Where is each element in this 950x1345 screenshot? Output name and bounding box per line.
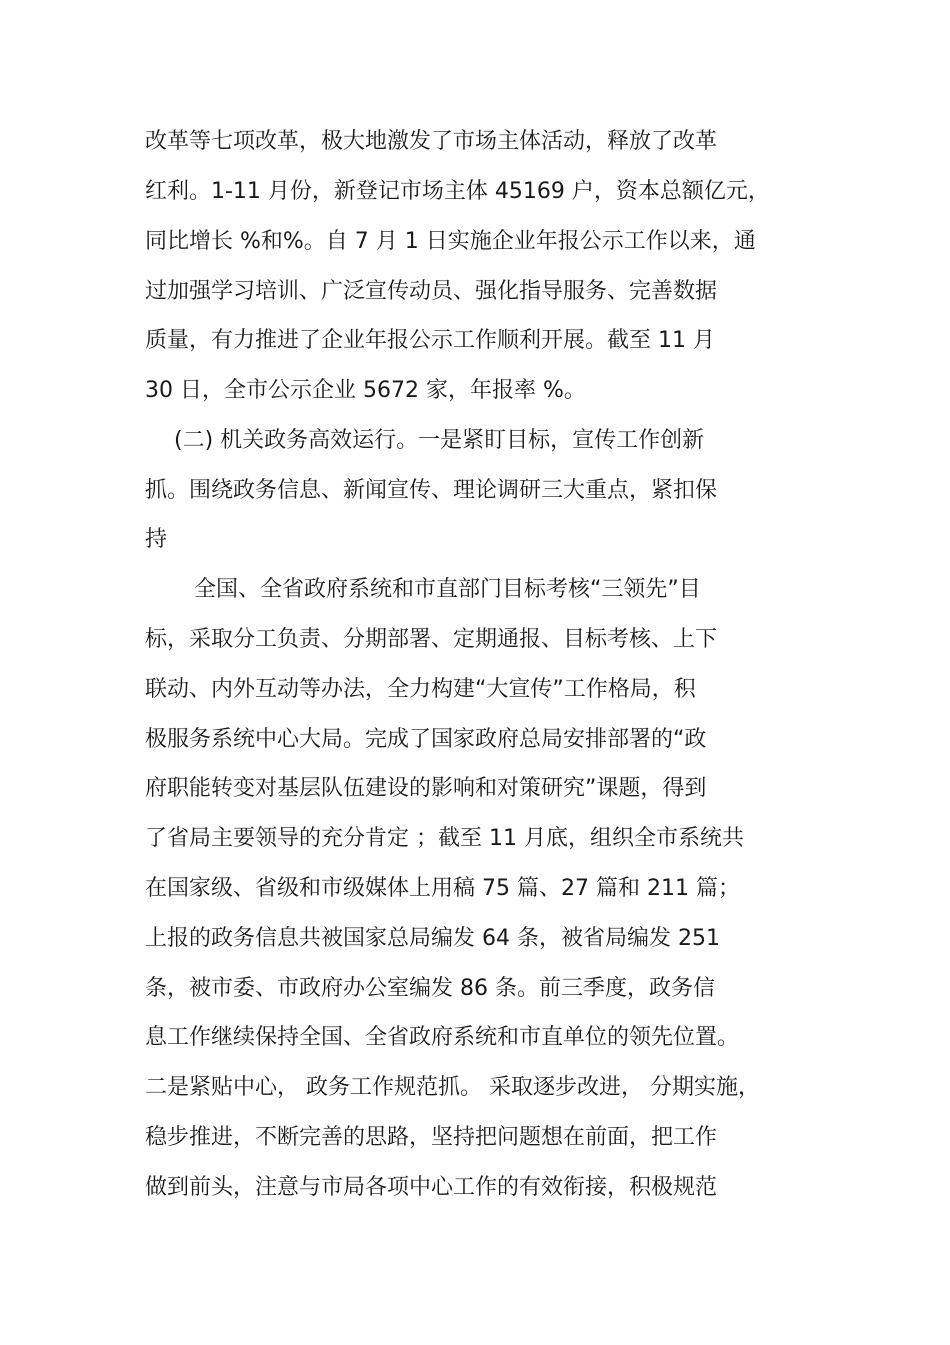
- text-line: 持: [145, 527, 168, 552]
- text-line: 改革等七项改革，极大地激发了市场主体活动，释放了改革: [145, 129, 718, 154]
- text-line: 抓。围绕政务信息、新闻宣传、理论调研三大重点，紧扣保: [145, 478, 718, 503]
- text-line: 府职能转变对基层队伍建设的影响和对策研究”课题，得到: [145, 776, 707, 801]
- text-line: 息工作继续保持全国、全省政府系统和市直单位的领先位置。: [145, 1025, 740, 1050]
- text-line: 同比增长 %和%。自 7 月 1 日实施企业年报公示工作以来，通: [145, 229, 756, 254]
- section-heading-line: (二) 机关政务高效运行。一是紧盯目标，宣传工作创新: [174, 428, 705, 453]
- text-line: 条，被市委、市政府办公室编发 86 条。前三季度，政务信: [145, 976, 715, 1001]
- text-line: 质量，有力推进了企业年报公示工作顺利开展。截至 11 月: [145, 328, 715, 353]
- text-line: 红利。1-11 月份，新登记市场主体 45169 户，资本总额亿元，: [145, 179, 770, 204]
- text-line: 做到前头，注意与市局各项中心工作的有效衔接，积极规范: [145, 1175, 718, 1200]
- text-line: 极服务系统中心大局。完成了国家政府总局安排部署的“政: [145, 727, 707, 752]
- text-line: 了省局主要领导的充分肯定 ；截至 11 月底，组织全市系统共: [145, 826, 744, 851]
- text-line: 在国家级、省级和市级媒体上用稿 75 篇、27 篇和 211 篇；: [145, 876, 740, 901]
- text-line: 过加强学习培训、广泛宣传动员、强化指导服务、完善数据: [145, 279, 718, 304]
- text-line: 标，采取分工负责、分期部署、定期通报、目标考核、上下: [145, 627, 718, 652]
- text-line: 全国、全省政府系统和市直部门目标考核“三领先”目: [194, 577, 701, 602]
- text-line: 30 日，全市公示企业 5672 家，年报率 %。: [145, 378, 586, 403]
- text-line: 上报的政务信息共被国家总局编发 64 条，被省局编发 251: [145, 926, 720, 951]
- text-line: 联动、内外互动等办法，全力构建“大宣传”工作格局，积: [145, 677, 696, 702]
- text-line: 二是紧贴中心， 政务工作规范抓。 采取逐步改进， 分期实施，: [145, 1075, 760, 1100]
- text-line: 稳步推进，不断完善的思路，坚持把问题想在前面，把工作: [145, 1125, 718, 1150]
